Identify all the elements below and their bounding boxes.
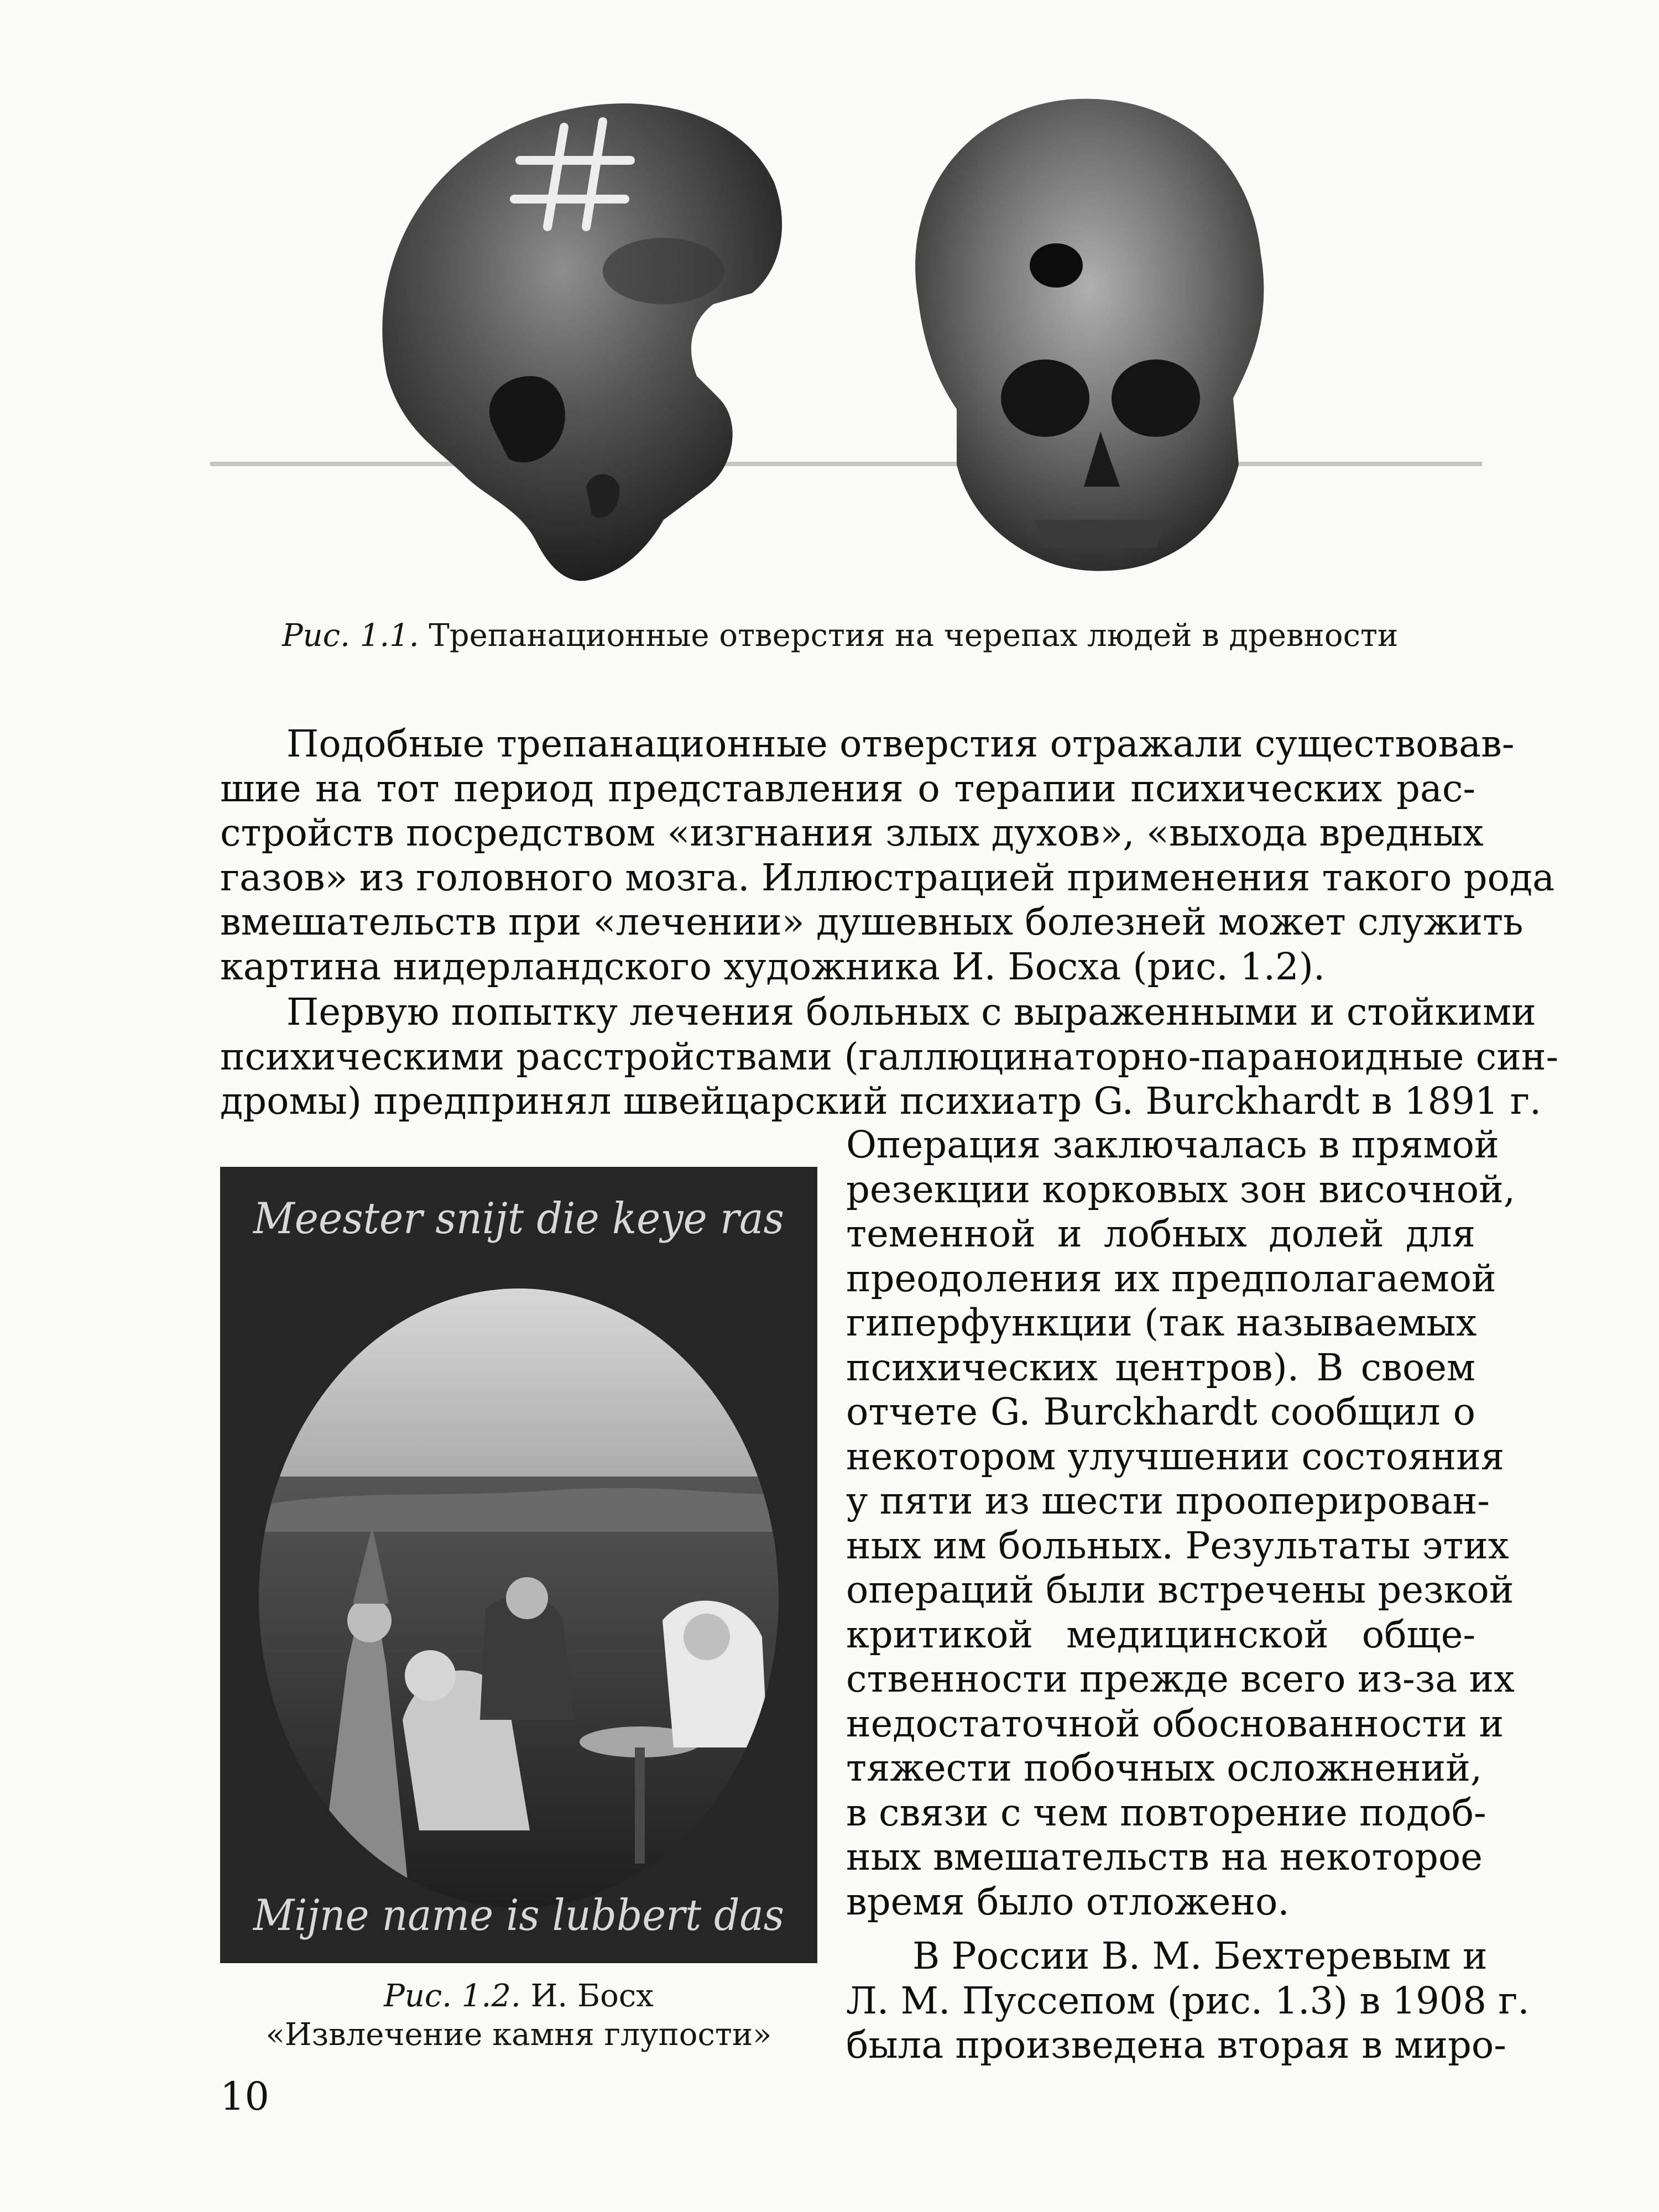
left-skull [382,103,782,581]
text-line: недостаточной обоснованности и [846,1702,1504,1745]
text-line: теменной и лобных долей для [846,1212,1475,1255]
paragraph-1 [220,722,1555,989]
text-line: гиперфункции (так называемых [846,1301,1477,1344]
text-line: психических центров). В своем [846,1345,1475,1389]
text-line: отчете G. Burckhardt сообщил о [846,1390,1475,1433]
text-line: Операция заключалась в прямой [846,1123,1499,1166]
text-line: Подобные трепанационные отверстия отражали существовав- [286,722,1515,765]
paragraph-2 [220,990,1559,1124]
text-line: была произведена вторая в миро- [846,2023,1506,2067]
painting-inscription-bottom: Mijne name is lubbert das [252,1891,784,1940]
figure-2-author: И. Босх [530,1978,654,2014]
text-line: в связи с чем повторение подоб- [846,1791,1486,1834]
text-line: ных им больных. Результаты этих [846,1524,1509,1567]
figure-2-caption [220,1977,817,2054]
text-line: стройств посредством «изгнания злых духов», «выхода вредных [220,811,1484,854]
text-line: вмешательств при «лечении» душевных болезней может служить [220,900,1524,943]
figure-2-label: Рис. 1.2. [384,1978,521,2014]
text-line: газов» из головного мозга. Иллюстрацией применения такого рода [220,855,1555,899]
paragraph-2-wrapped [846,1123,1516,1924]
text-line: психическими расстройствами (галлюцинаторно-параноидные син- [220,1035,1559,1078]
page-number: 10 [220,2074,270,2119]
text-line: преодоления их предполагаемой [846,1256,1496,1300]
bosch-painting-figure [220,1167,817,1963]
text-line: Первую попытку лечения больных с выраженными и стойкими [286,990,1536,1034]
paragraph-3 [846,1934,1530,2068]
text-line: критикой медицинской обще- [846,1613,1475,1656]
text-line: у пяти из шести прооперирован- [846,1479,1490,1522]
text-line: некотором улучшении состояния [846,1434,1505,1478]
figure-1-label: Рис. 1.1. [282,618,419,654]
figure-2-title: «Извлечение камня глупости» [265,2017,772,2053]
text-line: дромы) предпринял швейцарский психиатр G. Burckhardt в 1891 г. [220,1079,1542,1123]
right-skull [915,99,1264,571]
text-line: ных вмешательств на некоторое [846,1835,1483,1879]
figure-1-text: Трепанационные отверстия на черепах людей в древности [429,618,1399,654]
text-line: тяжести побочных осложнений, [846,1746,1483,1790]
text-line: шие на тот период представления о терапии психических рас- [220,766,1475,810]
text-line: ственности прежде всего из-за их [846,1657,1515,1700]
figure-1-caption [282,617,1443,655]
text-line: Л. М. Пуссепом (рис. 1.3) в 1908 г. [846,1979,1530,2022]
trepanned-skulls-figure [354,88,1305,603]
text-line: время было отложено. [846,1880,1290,1923]
painting-inscription-top: Meester snijt die keye ras [252,1194,784,1244]
text-line: В России В. М. Бехтеревым и [912,1934,1488,1978]
text-line: операций были встречены резкой [846,1568,1514,1611]
text-line: резекции корковых зон височной, [846,1167,1516,1211]
text-line: картина нидерландского художника И. Босха (рис. 1.2). [220,945,1326,988]
